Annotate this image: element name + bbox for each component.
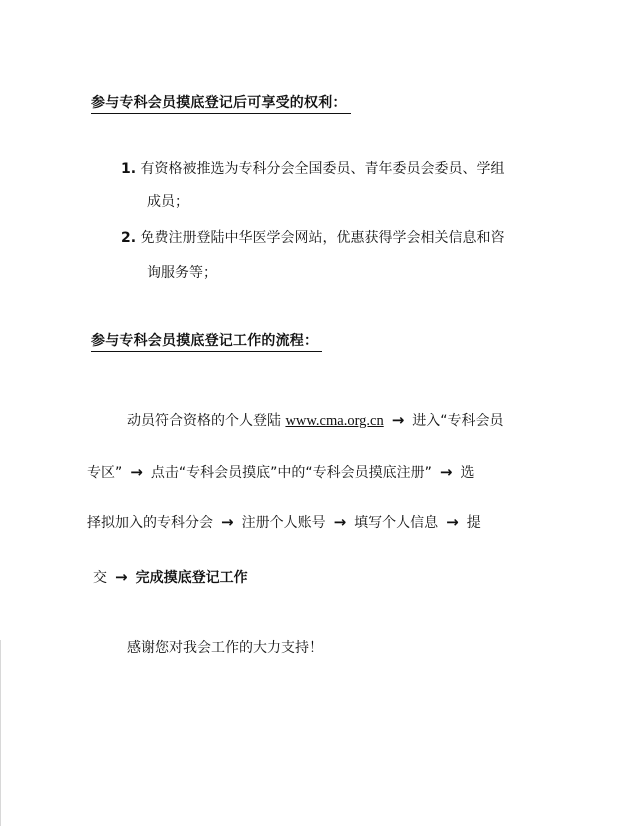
benefit-1-line-2 — [147, 193, 189, 211]
arrow-icon: → — [115, 568, 128, 586]
benefit-2-line-1 — [121, 229, 505, 247]
process-step-submit: 提 — [466, 515, 481, 531]
benefit-1-text-cont: 成员； — [147, 194, 189, 210]
process-step-enter-zone: 进入“专科会员 — [412, 413, 504, 429]
process-line-3 — [87, 513, 481, 532]
process-step-zone-cont: 专区” — [87, 465, 123, 481]
cma-website-link[interactable]: www.cma.org.cn — [285, 413, 384, 429]
process-step-fill-info: 填写个人信息 — [354, 515, 439, 531]
benefits-heading-text: 参与专科会员摸底登记后可享受的权利： — [91, 92, 351, 114]
arrow-icon: → — [130, 463, 143, 481]
process-step-submit-cont: 交 — [93, 570, 107, 586]
process-step-login: 动员符合资格的个人登陆 — [127, 413, 286, 429]
scan-edge-artifact — [0, 640, 1, 826]
arrow-icon: → — [391, 411, 405, 429]
benefit-1-line-1 — [121, 160, 505, 178]
benefit-1-text: 有资格被推选为专科分会全国委员、青年委员会委员、学组 — [140, 161, 505, 177]
process-step-choose-branch: 择拟加入的专科分会 — [87, 515, 213, 531]
process-step-complete: 完成摸底登记工作 — [135, 570, 248, 586]
process-step-click-register: 点击“专科会员摸底”中的“专科会员摸底注册” — [150, 465, 432, 481]
benefit-1-number: 1. — [121, 161, 137, 177]
benefit-2-text: 免费注册登陆中华医学会网站，优惠获得学会相关信息和咨 — [140, 230, 505, 246]
process-line-4 — [93, 568, 248, 587]
process-heading — [91, 330, 322, 352]
process-heading-text: 参与专科会员摸底登记工作的流程： — [91, 330, 322, 352]
benefits-heading — [91, 92, 351, 114]
arrow-icon: → — [333, 513, 347, 531]
thanks-note: 感谢您对我会工作的大力支持！ — [127, 640, 323, 656]
process-line-2 — [87, 463, 474, 482]
process-step-register-account: 注册个人账号 — [241, 515, 326, 531]
arrow-icon: → — [221, 513, 234, 531]
benefit-2-text-cont: 询服务等； — [147, 265, 217, 281]
benefit-2-line-2 — [147, 264, 217, 282]
arrow-icon: → — [439, 463, 453, 481]
process-line-1 — [127, 411, 504, 430]
arrow-icon: → — [446, 513, 459, 531]
benefit-2-number: 2. — [121, 230, 137, 246]
process-step-select: 选 — [460, 465, 475, 481]
